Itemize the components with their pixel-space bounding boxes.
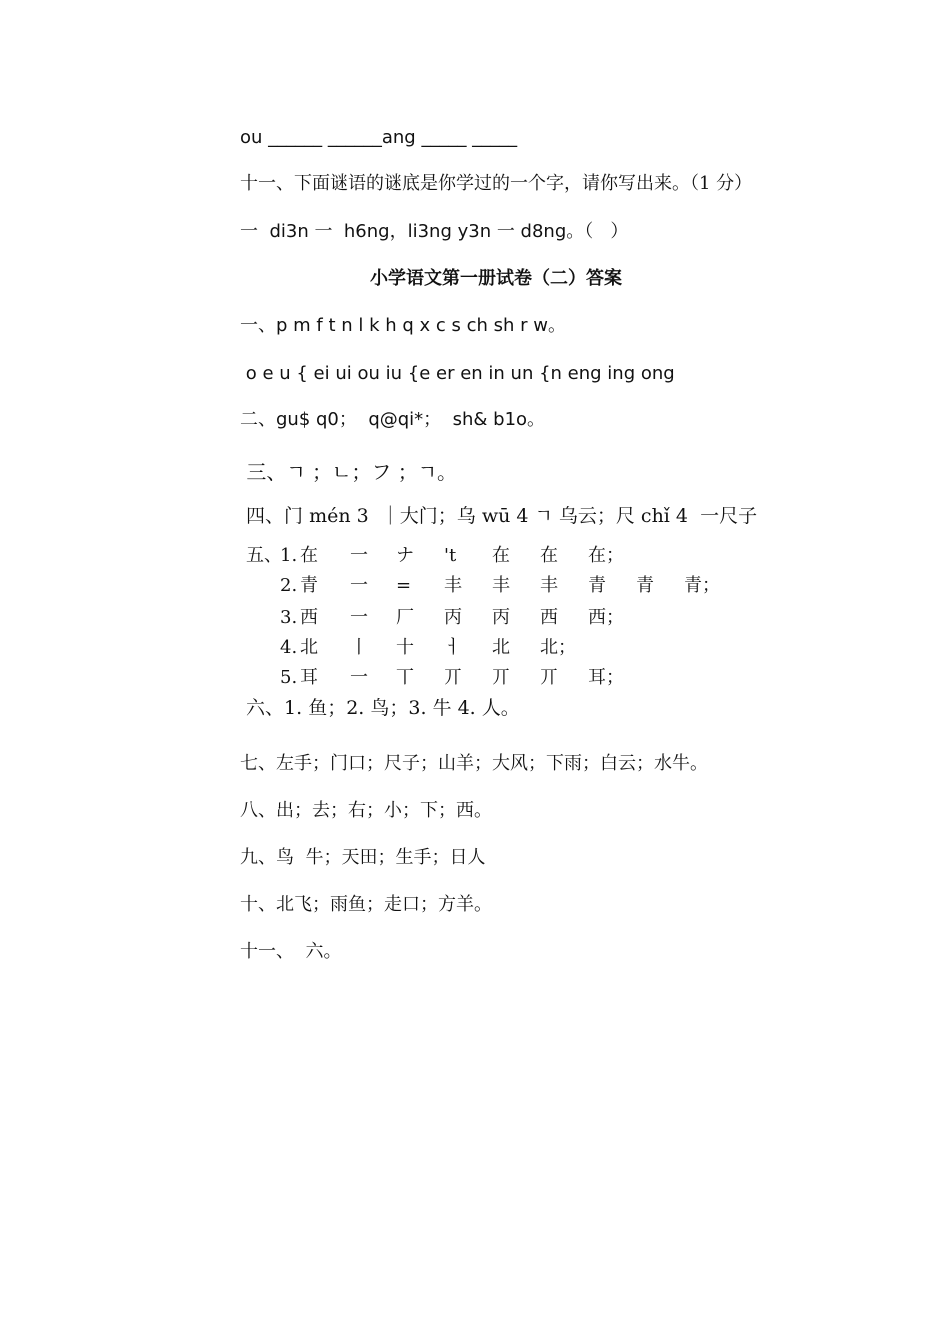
answer-ten: 十、北飞；雨鱼；走口；方羊。 — [240, 894, 492, 915]
answer-two: 二、gu$ q0； q@qi*； sh& b1o。 — [240, 409, 546, 430]
stroke-step: 丙 — [492, 607, 510, 628]
stroke-row-number: 5. — [280, 667, 298, 688]
stroke-row-char: 青 — [300, 575, 318, 596]
stroke-step: 丨 — [350, 637, 368, 658]
answer-six: 六、1. 鱼；2. 鸟；3. 牛 4. 人。 — [240, 697, 520, 719]
stroke-step: 在 — [540, 545, 558, 566]
stroke-row-char: 在 — [300, 545, 318, 566]
stroke-step: 在 — [492, 545, 510, 566]
stroke-step: 't — [444, 545, 457, 566]
stroke-step: ㅓ — [444, 637, 462, 658]
stroke-step: 北 — [492, 637, 510, 658]
stroke-row-char: 北 — [300, 637, 318, 658]
answer-three: 三、ㄱ ；ㄴ；フ ；ㄱ。 — [240, 460, 458, 484]
stroke-row-char: 耳 — [300, 667, 318, 688]
answer-four: 四、门 mén 3 ｜大门；乌 wū 4 ㄱ 乌云；尺 chǐ 4 一尺子 — [240, 505, 758, 527]
answer-eight: 八、出；去；右；小；下；西。 — [240, 800, 492, 821]
stroke-step: 一 — [350, 575, 368, 596]
stroke-step: 一 — [350, 607, 368, 628]
stroke-row-number: 2. — [280, 575, 298, 596]
stroke-step: 丌 — [492, 667, 510, 688]
stroke-step: 一 — [350, 545, 368, 566]
stroke-step: 丰 — [492, 575, 510, 596]
stroke-step: 耳； — [588, 667, 624, 688]
stroke-row-char: 西 — [300, 607, 318, 628]
stroke-step: 在； — [588, 545, 624, 566]
answer-seven: 七、左手；门口；尺子；山羊；大风；下雨；白云；水牛。 — [240, 753, 708, 774]
stroke-step: 丌 — [444, 667, 462, 688]
stroke-step: 十 — [396, 637, 414, 658]
answer-five-label: 五、 — [246, 545, 282, 566]
stroke-step: 一 — [350, 667, 368, 688]
stroke-row-number: 4. — [280, 637, 298, 658]
answer-title: 小学语文第一册试卷（二）答案 — [370, 268, 622, 289]
answer-nine: 九、鸟 牛；天田；生手；日人 — [240, 847, 486, 868]
answer-one-finals: o e u { ei ui ou iu {e er en in un {n eng ing ong — [240, 363, 675, 384]
answer-eleven: 十一、 六。 — [240, 941, 342, 962]
riddle-line: 一 di3n 一 h6ng，li3ng y3n 一 d8ng。（ ） — [240, 221, 629, 242]
stroke-step: ナ — [396, 545, 414, 566]
stroke-step: 青； — [684, 575, 720, 596]
stroke-step: 丰 — [540, 575, 558, 596]
stroke-row-number: 3. — [280, 607, 298, 628]
stroke-step: 青 — [636, 575, 654, 596]
stroke-step: 青 — [588, 575, 606, 596]
stroke-row-number: 1. — [280, 545, 298, 566]
question-eleven: 十一、下面谜语的谜底是你学过的一个字，请你写出来。（1 分） — [240, 173, 753, 194]
stroke-step: 丰 — [444, 575, 462, 596]
stroke-step: 西 — [540, 607, 558, 628]
pinyin-blanks-line: ou ______ ______ang _____ _____ — [240, 127, 518, 148]
stroke-step: 厂 — [396, 607, 414, 628]
stroke-step: 丌 — [540, 667, 558, 688]
stroke-step: 西； — [588, 607, 624, 628]
answer-one-initials: 一、p m f t n l k h q x c s ch sh r w。 — [240, 315, 566, 336]
stroke-step: 丙 — [444, 607, 462, 628]
stroke-step: 丅 — [396, 667, 414, 688]
stroke-step: = — [396, 575, 412, 596]
stroke-step: 北； — [540, 637, 576, 658]
